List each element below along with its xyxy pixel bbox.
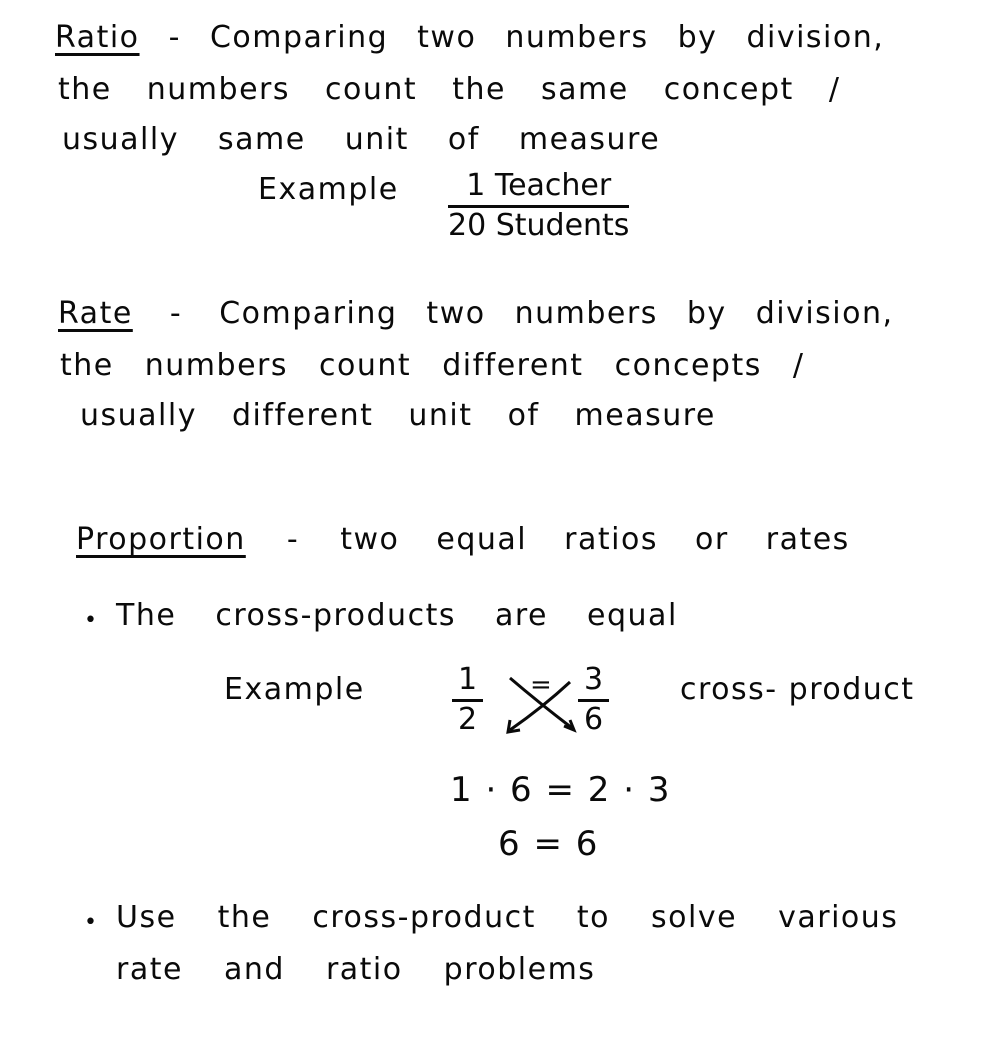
cross-multiply-arrows-icon — [498, 672, 588, 742]
rate-definition-line-2: the numbers count different concepts / — [60, 348, 805, 383]
ratio-example-numerator: 1 Teacher — [448, 168, 629, 208]
proportion-example-label: Example — [224, 672, 365, 707]
proportion-definition — [76, 522, 850, 557]
proportion-bullet-2-line-1: Use the cross-product to solve various — [116, 900, 899, 935]
ratio-example-denominator: 20 Students — [448, 208, 630, 243]
ratio-definition-line-1 — [55, 20, 884, 55]
ratio-dash: - — [168, 20, 181, 55]
proportion-dash: - — [286, 522, 300, 557]
fraction-left-denominator: 2 — [458, 702, 478, 737]
rate-term: Rate — [58, 296, 133, 331]
ratio-example-fraction — [448, 168, 629, 243]
fraction-right-numerator: 3 — [578, 662, 609, 702]
proportion-bullet-2-line-2: rate and ratio problems — [116, 952, 596, 987]
fraction-left-numerator: 1 — [452, 662, 483, 702]
ratio-definition-line-3: usually same unit of measure — [62, 122, 661, 157]
rate-text-1: Comparing two numbers by division, — [219, 296, 894, 331]
bullet-icon: • — [84, 910, 97, 935]
equals-sign: = — [530, 670, 554, 700]
cross-product-step-2: 6 = 6 — [498, 824, 599, 864]
proportion-text: two equal ratios or rates — [340, 522, 850, 557]
proportion-term: Proportion — [76, 522, 246, 557]
proportion-bullet-1: The cross-products are equal — [116, 598, 678, 633]
ratio-definition-line-2: the numbers count the same concept / — [58, 72, 841, 107]
fraction-left — [452, 662, 483, 737]
ratio-term: Ratio — [55, 20, 140, 55]
fraction-right-denominator: 6 — [584, 702, 604, 737]
bullet-icon: • — [84, 608, 97, 633]
cross-product-label: cross- product — [680, 672, 915, 707]
rate-dash: - — [169, 296, 183, 331]
ratio-example-label: Example — [258, 172, 399, 207]
ratio-text-1: Comparing two numbers by division, — [209, 20, 885, 55]
rate-definition-line-1 — [58, 296, 894, 331]
cross-product-step-1: 1 · 6 = 2 · 3 — [450, 770, 671, 810]
rate-definition-line-3: usually different unit of measure — [80, 398, 716, 433]
